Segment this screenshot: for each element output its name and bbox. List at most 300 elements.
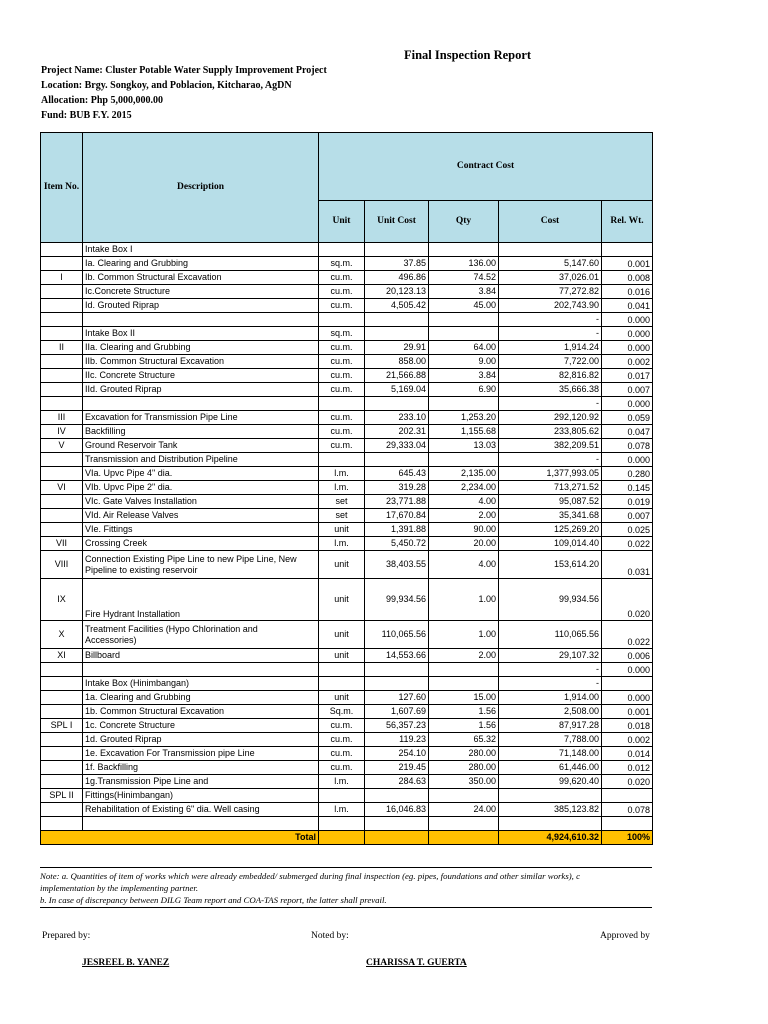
cell-qty: 136.00 <box>429 257 499 271</box>
cell-description: 1b. Common Structural Excavation <box>83 705 319 719</box>
header-item-no: Item No. <box>41 133 83 243</box>
table-row <box>41 509 653 523</box>
project-allocation: Allocation: Php 5,000,000.00 <box>41 95 163 106</box>
total-rel-wt: 100% <box>602 831 653 845</box>
report-title: Final Inspection Report <box>404 48 532 62</box>
table-row <box>41 341 653 355</box>
cell-description: 1a. Clearing and Grubbing <box>83 691 319 705</box>
cell-qty: 3.84 <box>429 285 499 299</box>
cell-unit-cost: 319.28 <box>365 481 429 495</box>
cell-unit <box>319 677 365 691</box>
cell-item <box>41 775 83 789</box>
cell-description: VIa. Upvc Pipe 4" dia. <box>83 467 319 481</box>
cell-unit: cu.m. <box>319 747 365 761</box>
table-row <box>41 719 653 733</box>
cell-item <box>41 495 83 509</box>
cell-cost: 77,272.82 <box>499 285 602 299</box>
cell-item <box>41 397 83 411</box>
cell-unit: unit <box>319 579 365 621</box>
cell-qty: 280.00 <box>429 761 499 775</box>
project-meta <box>41 63 327 123</box>
inspection-table <box>40 132 653 845</box>
table-row <box>41 621 653 649</box>
cell-qty: 45.00 <box>429 299 499 313</box>
cell-item <box>41 285 83 299</box>
cell-unit-cost: 496.86 <box>365 271 429 285</box>
cell-qty: 1,253.20 <box>429 411 499 425</box>
cell-unit: set <box>319 495 365 509</box>
cell-cost: - <box>499 453 602 467</box>
cell-rel-wt: 0.001 <box>602 257 653 271</box>
cell-cost: - <box>499 313 602 327</box>
cell-item: VII <box>41 537 83 551</box>
cell-rel-wt: 0.008 <box>602 271 653 285</box>
cell-unit-cost: 110,065.56 <box>365 621 429 649</box>
table-row <box>41 523 653 537</box>
cell-cost: 37,026.01 <box>499 271 602 285</box>
table-row <box>41 775 653 789</box>
cell-rel-wt: 0.020 <box>602 579 653 621</box>
cell-unit-cost: 99,934.56 <box>365 579 429 621</box>
cell-cost <box>499 817 602 831</box>
cell-cost: 385,123.82 <box>499 803 602 817</box>
cell-item: I <box>41 271 83 285</box>
cell-unit: unit <box>319 621 365 649</box>
cell-item <box>41 761 83 775</box>
cell-cost: - <box>499 663 602 677</box>
cell-unit-cost: 202.31 <box>365 425 429 439</box>
cell-qty: 13.03 <box>429 439 499 453</box>
table-row <box>41 243 653 257</box>
cell-unit-cost: 254.10 <box>365 747 429 761</box>
cell-unit-cost <box>365 327 429 341</box>
table-row <box>41 817 653 831</box>
cell-rel-wt: 0.019 <box>602 495 653 509</box>
total-blank-qty <box>429 831 499 845</box>
cell-unit-cost: 4,505.42 <box>365 299 429 313</box>
table-row <box>41 411 653 425</box>
cell-item <box>41 453 83 467</box>
header-unit: Unit <box>319 201 365 243</box>
cell-qty: 2,135.00 <box>429 467 499 481</box>
cell-rel-wt: 0.012 <box>602 761 653 775</box>
cell-unit-cost: 119.23 <box>365 733 429 747</box>
cell-unit-cost <box>365 243 429 257</box>
cell-rel-wt: 0.022 <box>602 537 653 551</box>
cell-unit-cost: 5,450.72 <box>365 537 429 551</box>
cell-qty: 1.56 <box>429 705 499 719</box>
cell-unit: l.m. <box>319 481 365 495</box>
cell-unit-cost <box>365 677 429 691</box>
cell-description: Fire Hydrant Installation <box>83 579 319 621</box>
cell-unit: l.m. <box>319 803 365 817</box>
cell-item: X <box>41 621 83 649</box>
cell-item <box>41 509 83 523</box>
cell-cost: 1,914.24 <box>499 341 602 355</box>
cell-item <box>41 663 83 677</box>
cell-cost: - <box>499 677 602 691</box>
cell-item <box>41 467 83 481</box>
cell-description: IIc. Concrete Structure <box>83 369 319 383</box>
cell-unit: cu.m. <box>319 285 365 299</box>
cell-rel-wt: 0.000 <box>602 663 653 677</box>
cell-qty: 4.00 <box>429 495 499 509</box>
table-row <box>41 803 653 817</box>
cell-unit-cost: 645.43 <box>365 467 429 481</box>
cell-rel-wt: 0.014 <box>602 747 653 761</box>
cell-description: 1d. Grouted Riprap <box>83 733 319 747</box>
cell-item: V <box>41 439 83 453</box>
cell-item <box>41 243 83 257</box>
cell-description: Rehabilitation of Existing 6" dia. Well casing <box>83 803 319 817</box>
table-row <box>41 705 653 719</box>
cell-item: VI <box>41 481 83 495</box>
cell-cost <box>499 789 602 803</box>
cell-qty: 350.00 <box>429 775 499 789</box>
cell-item <box>41 677 83 691</box>
cell-item: IX <box>41 579 83 621</box>
cell-rel-wt: 0.145 <box>602 481 653 495</box>
cell-unit-cost: 858.00 <box>365 355 429 369</box>
cell-qty: 20.00 <box>429 537 499 551</box>
table-row <box>41 677 653 691</box>
cell-qty: 4.00 <box>429 551 499 579</box>
cell-unit-cost <box>365 313 429 327</box>
cell-description: VIe. Fittings <box>83 523 319 537</box>
cell-description: IIb. Common Structural Excavation <box>83 355 319 369</box>
cell-item <box>41 803 83 817</box>
note-a-line2: implementation by the implementing partner. <box>40 883 199 893</box>
table-row <box>41 271 653 285</box>
cell-unit: unit <box>319 551 365 579</box>
cell-unit <box>319 453 365 467</box>
cell-rel-wt: 0.078 <box>602 439 653 453</box>
cell-rel-wt: 0.007 <box>602 383 653 397</box>
cell-unit: sq.m. <box>319 257 365 271</box>
cell-cost: 87,917.28 <box>499 719 602 733</box>
table-row <box>41 579 653 621</box>
cell-description <box>83 663 319 677</box>
cell-description: Billboard <box>83 649 319 663</box>
cell-rel-wt: 0.001 <box>602 705 653 719</box>
table-row <box>41 761 653 775</box>
table-row <box>41 537 653 551</box>
cell-item <box>41 327 83 341</box>
table-row <box>41 467 653 481</box>
table-row <box>41 649 653 663</box>
cell-unit: cu.m. <box>319 383 365 397</box>
cell-rel-wt: 0.041 <box>602 299 653 313</box>
cell-unit-cost: 20,123.13 <box>365 285 429 299</box>
cell-unit: cu.m. <box>319 411 365 425</box>
cell-qty: 280.00 <box>429 747 499 761</box>
cell-qty: 1.56 <box>429 719 499 733</box>
cell-qty: 6.90 <box>429 383 499 397</box>
cell-unit: cu.m. <box>319 299 365 313</box>
note-a-line1: Note: a. Quantities of item of works which were already embedded/ submerged during final inspection (eg. pipes, foundations and other similar works), c <box>40 871 580 881</box>
cell-rel-wt <box>602 243 653 257</box>
table-row <box>41 691 653 705</box>
note-b: b. In case of discrepancy between DILG Team report and COA-TAS report, the latter shall prevail. <box>40 895 387 905</box>
cell-description: VIb. Upvc Pipe 2" dia. <box>83 481 319 495</box>
cell-unit: cu.m. <box>319 719 365 733</box>
cell-cost: 82,816.82 <box>499 369 602 383</box>
cell-unit: Sq.m. <box>319 705 365 719</box>
table-row <box>41 327 653 341</box>
total-row <box>41 831 653 845</box>
cell-description: IId. Grouted Riprap <box>83 383 319 397</box>
cell-item <box>41 747 83 761</box>
table-row <box>41 481 653 495</box>
cell-unit <box>319 397 365 411</box>
cell-cost: 202,743.90 <box>499 299 602 313</box>
cell-qty: 1.00 <box>429 579 499 621</box>
cell-unit: set <box>319 509 365 523</box>
cell-unit: unit <box>319 649 365 663</box>
cell-unit: cu.m. <box>319 761 365 775</box>
cell-rel-wt <box>602 789 653 803</box>
cell-description: Intake Box II <box>83 327 319 341</box>
cell-unit: sq.m. <box>319 327 365 341</box>
total-cost: 4,924,610.32 <box>499 831 602 845</box>
cell-rel-wt: 0.000 <box>602 397 653 411</box>
cell-qty <box>429 817 499 831</box>
cell-rel-wt: 0.007 <box>602 509 653 523</box>
table-row <box>41 789 653 803</box>
cell-item: SPL II <box>41 789 83 803</box>
cell-unit: cu.m. <box>319 439 365 453</box>
cell-rel-wt: 0.025 <box>602 523 653 537</box>
cell-item <box>41 733 83 747</box>
cell-cost: 125,269.20 <box>499 523 602 537</box>
cell-unit: cu.m. <box>319 271 365 285</box>
cell-unit: cu.m. <box>319 425 365 439</box>
cell-item <box>41 257 83 271</box>
cell-rel-wt: 0.018 <box>602 719 653 733</box>
cell-cost: 71,148.00 <box>499 747 602 761</box>
cell-unit <box>319 817 365 831</box>
cell-description: Crossing Creek <box>83 537 319 551</box>
cell-cost: 29,107.32 <box>499 649 602 663</box>
table-row <box>41 551 653 579</box>
table-row <box>41 355 653 369</box>
cell-description: 1f. Backfilling <box>83 761 319 775</box>
cell-cost: 5,147.60 <box>499 257 602 271</box>
cell-rel-wt <box>602 677 653 691</box>
header-rel-wt: Rel. Wt. <box>602 201 653 243</box>
cell-unit: unit <box>319 523 365 537</box>
cell-cost: 292,120.92 <box>499 411 602 425</box>
cell-description: 1g.Transmission Pipe Line and <box>83 775 319 789</box>
cell-qty: 64.00 <box>429 341 499 355</box>
table-row <box>41 397 653 411</box>
prepared-by-label: Prepared by: <box>42 931 91 941</box>
cell-description: VId. Air Release Valves <box>83 509 319 523</box>
cell-item <box>41 313 83 327</box>
cell-item <box>41 383 83 397</box>
cell-unit-cost: 1,391.88 <box>365 523 429 537</box>
cell-cost: 382,209.51 <box>499 439 602 453</box>
cell-cost: - <box>499 327 602 341</box>
cell-qty <box>429 327 499 341</box>
cell-unit: cu.m. <box>319 355 365 369</box>
cell-rel-wt: 0.002 <box>602 733 653 747</box>
cell-rel-wt: 0.000 <box>602 691 653 705</box>
cell-unit-cost: 14,553.66 <box>365 649 429 663</box>
cell-cost: - <box>499 397 602 411</box>
header-contract-cost: Contract Cost <box>319 133 653 201</box>
cell-cost: 7,722.00 <box>499 355 602 369</box>
cell-item: II <box>41 341 83 355</box>
total-blank-unit-cost <box>365 831 429 845</box>
cell-item: XI <box>41 649 83 663</box>
cell-item <box>41 369 83 383</box>
cell-qty: 1.00 <box>429 621 499 649</box>
cell-qty: 74.52 <box>429 271 499 285</box>
cell-unit-cost: 16,046.83 <box>365 803 429 817</box>
cell-rel-wt: 0.000 <box>602 313 653 327</box>
cell-unit <box>319 663 365 677</box>
cell-unit-cost <box>365 397 429 411</box>
cell-qty: 2,234.00 <box>429 481 499 495</box>
cell-qty: 2.00 <box>429 649 499 663</box>
cell-description: Ground Reservoir Tank <box>83 439 319 453</box>
table-row <box>41 425 653 439</box>
cell-unit: l.m. <box>319 537 365 551</box>
cell-cost: 61,446.00 <box>499 761 602 775</box>
cell-description: 1c. Concrete Structure <box>83 719 319 733</box>
table-row <box>41 663 653 677</box>
cell-item: III <box>41 411 83 425</box>
cell-description <box>83 397 319 411</box>
cell-item <box>41 523 83 537</box>
cell-cost: 1,914.00 <box>499 691 602 705</box>
cell-cost: 35,666.38 <box>499 383 602 397</box>
project-location: Location: Brgy. Songkoy, and Poblacion, Kitcharao, AgDN <box>41 80 292 91</box>
cell-item <box>41 299 83 313</box>
cell-unit-cost: 38,403.55 <box>365 551 429 579</box>
cell-description: Connection Existing Pipe Line to new Pipe Line, New Pipeline to existing reservoir <box>83 551 319 579</box>
cell-qty: 1,155.68 <box>429 425 499 439</box>
header-qty: Qty <box>429 201 499 243</box>
cell-item: IV <box>41 425 83 439</box>
cell-qty <box>429 397 499 411</box>
cell-cost: 713,271.52 <box>499 481 602 495</box>
cell-item <box>41 705 83 719</box>
cell-unit-cost: 1,607.69 <box>365 705 429 719</box>
cell-unit: unit <box>319 691 365 705</box>
table-row <box>41 733 653 747</box>
cell-unit-cost: 37.85 <box>365 257 429 271</box>
cell-description <box>83 817 319 831</box>
cell-unit-cost: 21,566.88 <box>365 369 429 383</box>
cell-unit-cost <box>365 789 429 803</box>
table-row <box>41 299 653 313</box>
cell-unit-cost: 29.91 <box>365 341 429 355</box>
header-cost: Cost <box>499 201 602 243</box>
cell-qty <box>429 677 499 691</box>
cell-qty <box>429 243 499 257</box>
cell-rel-wt: 0.000 <box>602 453 653 467</box>
cell-description: Ia. Clearing and Grubbing <box>83 257 319 271</box>
cell-rel-wt: 0.078 <box>602 803 653 817</box>
cell-unit <box>319 789 365 803</box>
cell-unit-cost: 56,357.23 <box>365 719 429 733</box>
noted-by-name: CHARISSA T. GUERTA <box>366 958 467 968</box>
cell-unit <box>319 243 365 257</box>
project-name: Project Name: Cluster Potable Water Supply Improvement Project <box>41 65 327 76</box>
cell-item: SPL I <box>41 719 83 733</box>
table-row <box>41 257 653 271</box>
cell-description: Id. Grouted Riprap <box>83 299 319 313</box>
cell-cost: 35,341.68 <box>499 509 602 523</box>
header-unit-cost: Unit Cost <box>365 201 429 243</box>
cell-rel-wt: 0.280 <box>602 467 653 481</box>
cell-cost: 109,014.40 <box>499 537 602 551</box>
cell-cost: 99,934.56 <box>499 579 602 621</box>
cell-unit-cost: 23,771.88 <box>365 495 429 509</box>
cell-cost: 95,087.52 <box>499 495 602 509</box>
cell-item <box>41 817 83 831</box>
cell-cost <box>499 243 602 257</box>
cell-unit: cu.m. <box>319 341 365 355</box>
cell-qty: 24.00 <box>429 803 499 817</box>
cell-rel-wt: 0.006 <box>602 649 653 663</box>
cell-rel-wt: 0.059 <box>602 411 653 425</box>
table-row <box>41 313 653 327</box>
cell-description: Excavation for Transmission Pipe Line <box>83 411 319 425</box>
table-row <box>41 453 653 467</box>
table-row <box>41 495 653 509</box>
cell-unit: l.m. <box>319 775 365 789</box>
approved-by-label: Approved by <box>600 931 650 941</box>
cell-unit-cost: 233.10 <box>365 411 429 425</box>
cell-description: Ib. Common Structural Excavation <box>83 271 319 285</box>
cell-unit <box>319 313 365 327</box>
cell-rel-wt: 0.031 <box>602 551 653 579</box>
cell-rel-wt <box>602 817 653 831</box>
cell-rel-wt: 0.016 <box>602 285 653 299</box>
cell-item <box>41 691 83 705</box>
cell-description: Intake Box I <box>83 243 319 257</box>
cell-item <box>41 355 83 369</box>
cell-description: IIa. Clearing and Grubbing <box>83 341 319 355</box>
notes-block <box>40 867 652 908</box>
total-label: Total <box>41 831 319 845</box>
cell-description: Treatment Facilities (Hypo Chlorination and Accessories) <box>83 621 319 649</box>
cell-rel-wt: 0.022 <box>602 621 653 649</box>
cell-description: Ic.Concrete Structure <box>83 285 319 299</box>
cell-rel-wt: 0.000 <box>602 341 653 355</box>
noted-by-label: Noted by: <box>311 931 349 941</box>
cell-description: Intake Box (Hinimbangan) <box>83 677 319 691</box>
cell-qty: 3.84 <box>429 369 499 383</box>
cell-cost: 153,614.20 <box>499 551 602 579</box>
cell-cost: 99,620.40 <box>499 775 602 789</box>
cell-unit-cost: 29,333.04 <box>365 439 429 453</box>
cell-qty <box>429 453 499 467</box>
cell-cost: 1,377,993.05 <box>499 467 602 481</box>
cell-cost: 110,065.56 <box>499 621 602 649</box>
table-row <box>41 369 653 383</box>
prepared-by-name: JESREEL B. YANEZ <box>82 958 170 968</box>
cell-unit-cost: 5,169.04 <box>365 383 429 397</box>
cell-qty: 15.00 <box>429 691 499 705</box>
table-row <box>41 383 653 397</box>
cell-description <box>83 313 319 327</box>
cell-qty: 9.00 <box>429 355 499 369</box>
cell-qty <box>429 313 499 327</box>
